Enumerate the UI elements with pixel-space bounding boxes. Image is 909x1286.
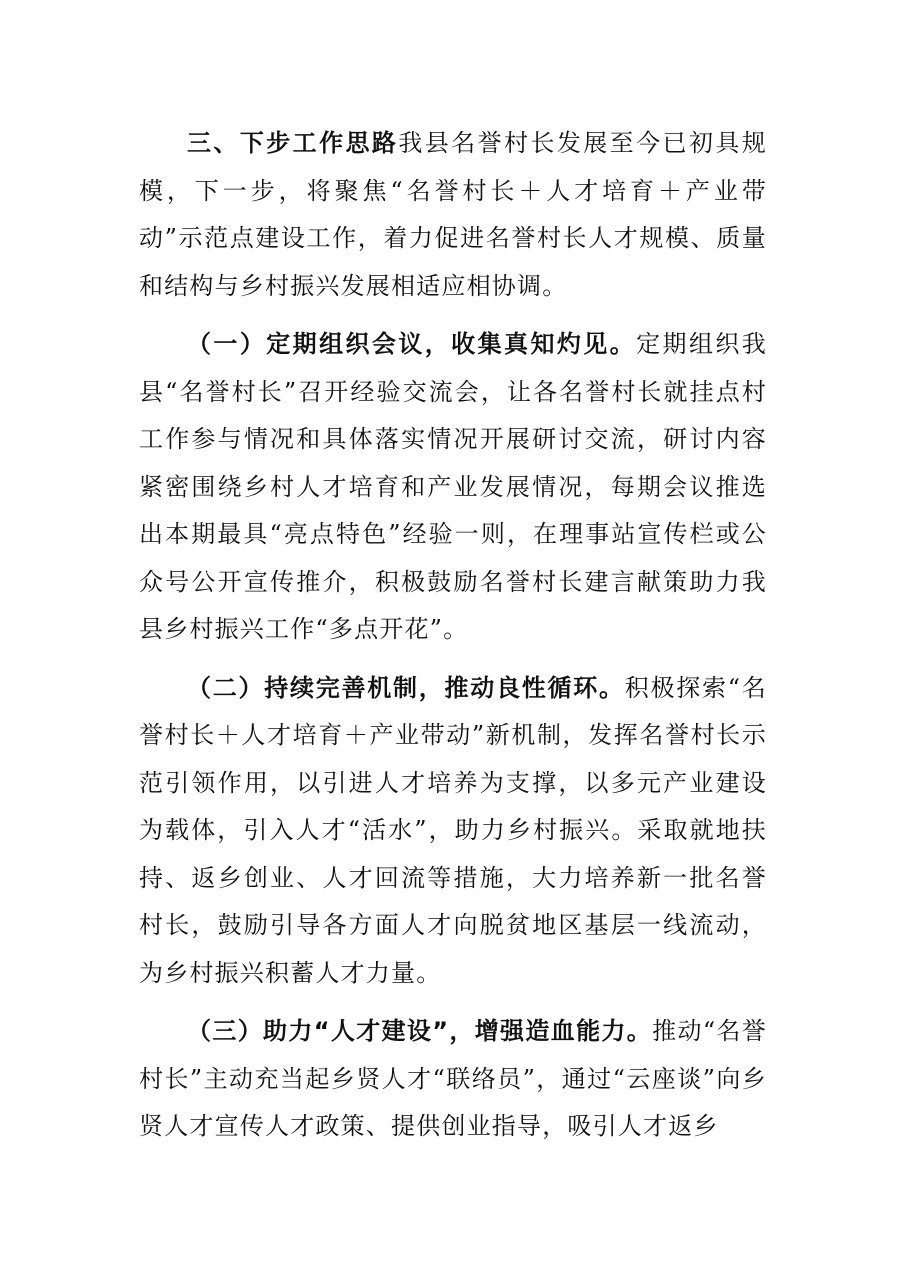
paragraph-text: 推动“名誉村长”主动充当起乡贤人才“联络员”，通过“云座谈”向乡贤人才宣传人才政策、提供创业指导，吸引人才返乡 (139, 1017, 767, 1140)
subsection-heading-talent-building: （三）助力“人才建设”，增强造血能力。 (187, 1017, 653, 1045)
subsection-heading-mechanism: （二）持续完善机制，推动良性循环。 (187, 673, 625, 702)
paragraph-text: 定期组织我县“名誉村长”召开经验交流会，让各名誉村长就挂点村工作参与情况和具体落实情况开展研讨交流，研讨内容紧密围绕乡村人才培育和产业发展情况，每期会议推选出本期最具“亮点特色”经验一则，在理事站宣传栏或公众号公开宣传推介，积极鼓励名誉村长建言献策助力我县乡村振兴工作“多点开花”。 (139, 330, 767, 643)
paragraph-talent-building (139, 1008, 767, 1151)
section-heading-next-steps: 三、下步工作思路 (187, 129, 399, 157)
subsection-heading-meetings: （一）定期组织会议，收集真知灼见。 (187, 330, 637, 358)
paragraph-next-steps (139, 120, 767, 310)
paragraph-text: 我县名誉村长发展至今已初具规模，下一步，将聚焦“名誉村长＋人才培育＋产业带动”示范点建设工作，着力促进名誉村长人才规模、质量和结构与乡村振兴发展相适应相协调。 (139, 129, 767, 300)
paragraph-text: 积极探索“名誉村长＋人才培育＋产业带动”新机制，发挥名誉村长示范引领作用，以引进人才培养为支撑，以多元产业建设为载体，引入人才“活水”，助力乡村振兴。采取就地扶持、返乡创业、人才回流等措施，大力培养新一批名誉村长，鼓励引导各方面人才向脱贫地区基层一线流动，为乡村振兴积蓄人才力量。 (139, 673, 767, 987)
document-body (139, 120, 767, 1162)
paragraph-meetings (139, 321, 767, 654)
paragraph-mechanism (139, 665, 767, 998)
